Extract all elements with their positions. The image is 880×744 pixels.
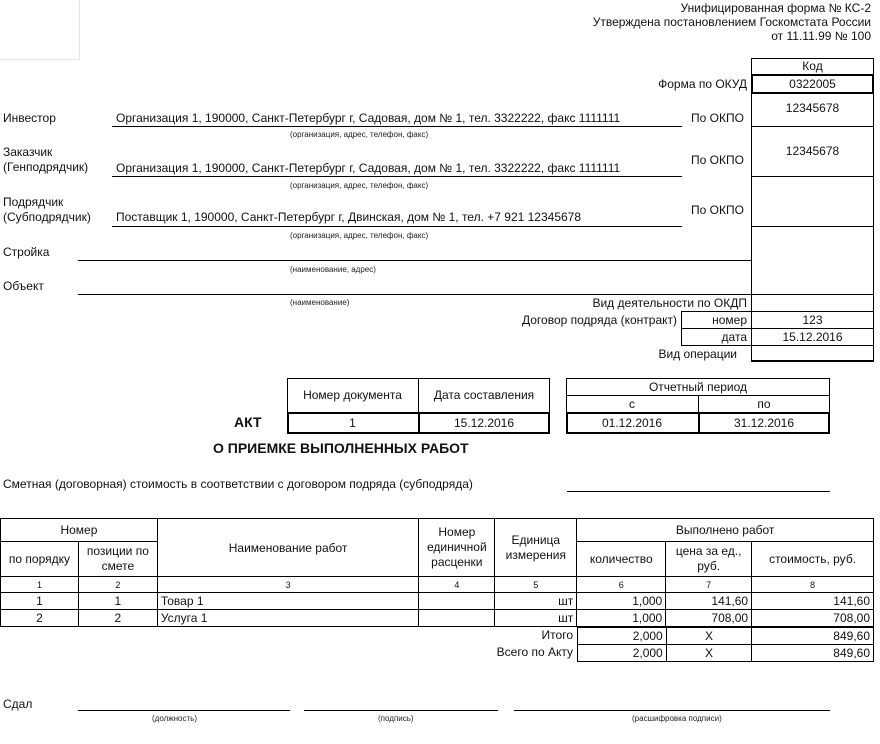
customer-label-2: (Генподрядчик) bbox=[3, 160, 89, 174]
estimate-label: Сметная (договорная) стоимость в соответствии с договором подряда (субподряда) bbox=[3, 477, 473, 491]
number-label: номер bbox=[712, 313, 747, 327]
decode-hint: (расшифровка подписи) bbox=[632, 714, 722, 723]
act-title: О ПРИЕМКЕ ВЫПОЛНЕННЫХ РАБОТ bbox=[213, 440, 469, 456]
site-label: Стройка bbox=[3, 245, 50, 259]
row-cost: 141,60 bbox=[752, 593, 874, 610]
total-cost: 849,60 bbox=[752, 628, 874, 645]
contractor-label-2: (Субподрядчик) bbox=[3, 210, 91, 224]
okpo-label-investor: По ОКПО bbox=[691, 111, 744, 125]
investor-hint: (организация, адрес, телефон, факс) bbox=[290, 130, 429, 139]
act-label: АКТ bbox=[234, 414, 262, 430]
doc-number-value: 1 bbox=[349, 416, 356, 430]
h-cost: стоимость, руб. bbox=[752, 542, 874, 577]
grand-qty: 2,000 bbox=[578, 645, 667, 662]
contractor-value: Поставщик 1, 190000, Санкт-Петербург г, Двинская, дом № 1, тел. +7 921 12345678 bbox=[116, 210, 582, 224]
row-qty: 1,000 bbox=[577, 610, 666, 627]
grand-cost: 849,60 bbox=[752, 645, 874, 662]
row-price: 141,60 bbox=[666, 593, 752, 610]
handed-label: Сдал bbox=[3, 697, 33, 711]
okud-value: 0322005 bbox=[789, 77, 836, 91]
contract-number-value: 123 bbox=[802, 313, 823, 327]
h-qty: количество bbox=[577, 542, 666, 577]
date-label: дата bbox=[721, 330, 747, 344]
contractor-label: Подрядчик bbox=[3, 195, 64, 209]
okdp-label: Вид деятельности по ОКДП bbox=[592, 296, 747, 310]
contract-label: Договор подряда (контракт) bbox=[521, 313, 677, 327]
period-to-value: 31.12.2016 bbox=[733, 416, 795, 430]
period-from-label: с bbox=[629, 397, 635, 411]
object-hint: (наименование) bbox=[290, 298, 350, 307]
total-label: Итого bbox=[541, 628, 573, 642]
okpo-investor-value: 12345678 bbox=[785, 101, 840, 115]
investor-label: Инвестор bbox=[3, 111, 56, 125]
customer-hint: (организация, адрес, телефон, факс) bbox=[290, 181, 429, 190]
approved-text: Утверждена постановлением Госкомстата России bbox=[592, 15, 871, 29]
row-order: 1 bbox=[1, 593, 79, 610]
object-label: Объект bbox=[3, 279, 44, 293]
kod-label: Код bbox=[802, 59, 823, 73]
col-num: 8 bbox=[752, 577, 874, 593]
total-x: X bbox=[666, 628, 752, 645]
col-num: 4 bbox=[419, 577, 495, 593]
row-order: 2 bbox=[1, 610, 79, 627]
customer-label: Заказчик bbox=[3, 145, 53, 159]
h-position: позиции по смете bbox=[78, 542, 157, 577]
col-num: 3 bbox=[157, 577, 419, 593]
contract-date-value: 15.12.2016 bbox=[782, 330, 843, 344]
approved-date: от 11.11.99 № 100 bbox=[771, 29, 871, 43]
row-position: 1 bbox=[78, 593, 157, 610]
customer-value: Организация 1, 190000, Санкт-Петербург г, Садовая, дом № 1, тел. 3322222, факс 1111111 bbox=[116, 161, 621, 175]
h-done: Выполнено работ bbox=[577, 519, 874, 542]
row-rate bbox=[419, 593, 495, 610]
okpo-label-customer: По ОКПО bbox=[691, 153, 744, 167]
h-number: Номер bbox=[1, 519, 158, 542]
row-rate bbox=[419, 610, 495, 627]
period-to-label: по bbox=[757, 397, 771, 411]
h-rate-number: Номер единичной расценки bbox=[419, 519, 495, 577]
form-title: Унифицированная форма № КС-2 bbox=[680, 1, 871, 15]
period-from-value: 01.12.2016 bbox=[601, 416, 663, 430]
site-hint: (наименование, адрес) bbox=[290, 265, 376, 274]
table-row bbox=[1, 610, 874, 627]
h-name: Наименование работ bbox=[157, 519, 419, 577]
row-unit: шт bbox=[495, 610, 577, 627]
row-name: Услуга 1 bbox=[157, 610, 419, 627]
grand-x: X bbox=[666, 645, 752, 662]
row-qty: 1,000 bbox=[577, 593, 666, 610]
total-qty: 2,000 bbox=[578, 628, 667, 645]
h-unit: Единица измерения bbox=[495, 519, 577, 577]
row-name: Товар 1 bbox=[157, 593, 419, 610]
position-hint: (должность) bbox=[152, 714, 197, 723]
okud-label: Форма по ОКУД bbox=[658, 77, 747, 91]
doc-date-label: Дата составления bbox=[433, 388, 535, 402]
okpo-customer-value: 12345678 bbox=[785, 144, 840, 158]
col-num: 7 bbox=[666, 577, 752, 593]
contractor-hint: (организация, адрес, телефон, факс) bbox=[290, 231, 429, 240]
col-num: 2 bbox=[78, 577, 157, 593]
row-price: 708,00 bbox=[666, 610, 752, 627]
works-table bbox=[0, 518, 874, 627]
corner-box bbox=[0, 0, 80, 60]
h-price: цена за ед., руб. bbox=[666, 542, 752, 577]
col-num: 6 bbox=[577, 577, 666, 593]
row-position: 2 bbox=[78, 610, 157, 627]
col-num: 5 bbox=[495, 577, 577, 593]
row-cost: 708,00 bbox=[752, 610, 874, 627]
doc-date-value: 15.12.2016 bbox=[453, 416, 515, 430]
sign-hint: (подпись) bbox=[378, 714, 414, 723]
table-row bbox=[1, 593, 874, 610]
grand-total-label: Всего по Акту bbox=[496, 645, 573, 659]
h-order: по порядку bbox=[1, 542, 79, 577]
col-num: 1 bbox=[1, 577, 79, 593]
okpo-label-contractor: По ОКПО bbox=[691, 203, 744, 217]
doc-number-label: Номер документа bbox=[303, 388, 402, 402]
totals-table bbox=[577, 627, 874, 662]
operation-label: Вид операции bbox=[658, 347, 737, 361]
period-label: Отчетный период bbox=[648, 380, 748, 394]
row-unit: шт bbox=[495, 593, 577, 610]
investor-value: Организация 1, 190000, Санкт-Петербург г, Садовая, дом № 1, тел. 3322222, факс 1111111 bbox=[116, 111, 621, 125]
